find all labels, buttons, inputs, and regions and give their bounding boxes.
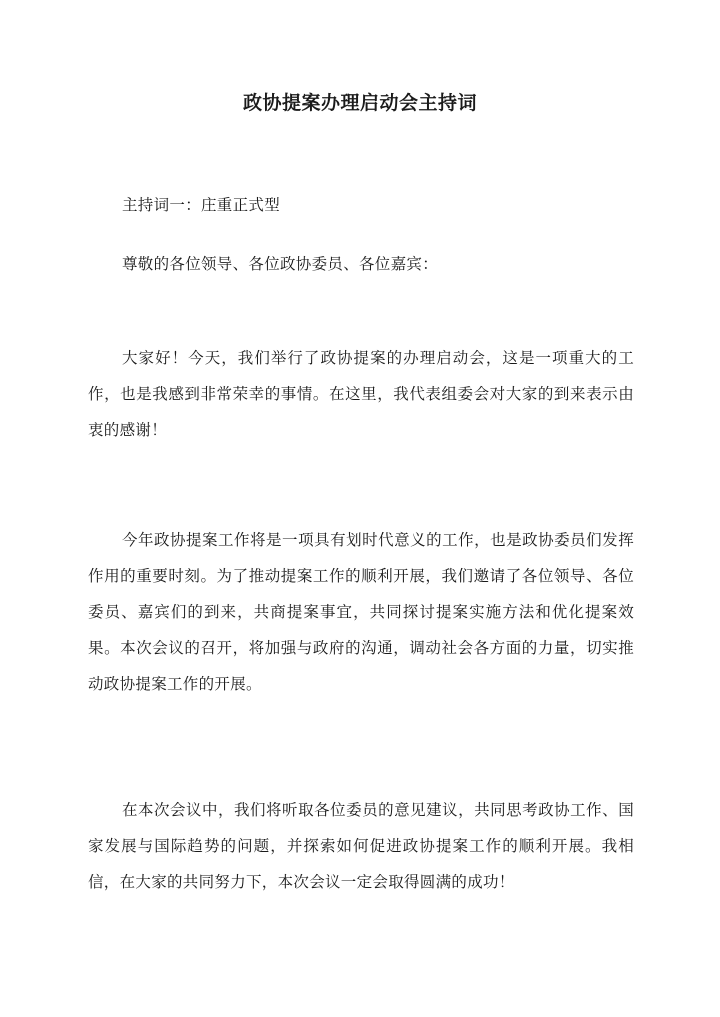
greeting-line: 尊敬的各位领导、各位政协委员、各位嘉宾： — [122, 255, 439, 273]
paragraph-3: 在本次会议中，我们将听取各位委员的意见建议，共同思考政协工作、国家发展与国际趋势的问题，并探索如何促进政协提案工作的顺利开展。我相信，在大家的共同努力下，本次会议一定会取得圆满的成功！ — [88, 801, 634, 891]
paragraph-1: 大家好！今天，我们举行了政协提案的办理启动会，这是一项重大的工作，也是我感到非常荣幸的事情。在这里，我代表组委会对大家的到来表示由衷的感谢！ — [88, 349, 634, 439]
document-title: 政协提案办理启动会主持词 — [242, 92, 477, 114]
subtitle-line: 主持词一：庄重正式型 — [122, 196, 281, 214]
paragraph-2: 今年政协提案工作将是一项具有划时代意义的工作，也是政协委员们发挥作用的重要时刻。为了推动提案工作的顺利开展，我们邀请了各位领导、各位委员、嘉宾们的到来，共商提案事宜，共同探讨提案实施方法和优化提案效果。本次会议的召开，将加强与政府的沟通，调动社会各方面的力量，切实推动政协提案工作的开展。 — [88, 531, 634, 693]
